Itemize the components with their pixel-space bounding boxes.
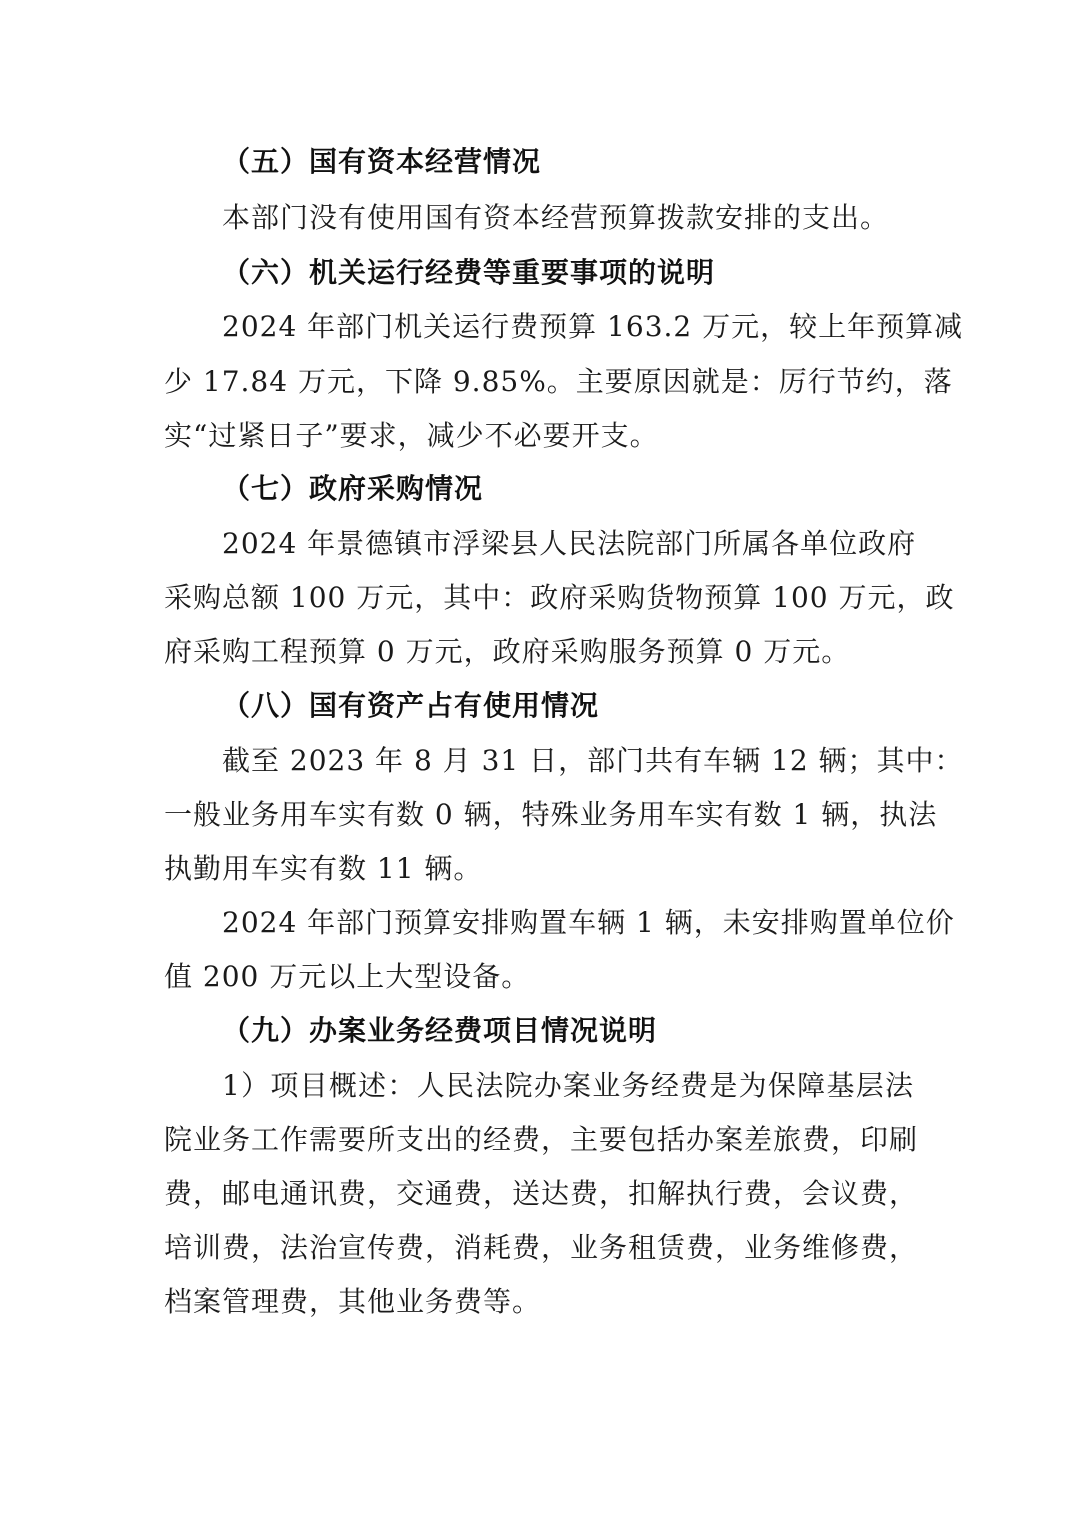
paragraph-line: 本部门没有使用国有资本经营预算拨款安排的支出。	[222, 201, 890, 234]
paragraph-line: 2024 年景德镇市浮梁县人民法院部门所属各单位政府	[222, 527, 917, 560]
paragraph-line: 2024 年部门机关运行费预算 163.2 万元，较上年预算减	[222, 310, 964, 343]
paragraph-line: 府采购工程预算 0 万元，政府采购服务预算 0 万元。	[164, 635, 851, 668]
paragraph-line: 值 200 万元以上大型设备。	[164, 960, 531, 993]
paragraph-line: 少 17.84 万元，下降 9.85%。主要原因就是：厉行节约，落	[164, 365, 953, 398]
section-heading-8: （八）国有资产占有使用情况	[222, 689, 600, 722]
section-heading-6: （六）机关运行经费等重要事项的说明	[222, 256, 716, 289]
section-heading-7: （七）政府采购情况	[222, 472, 484, 505]
paragraph-line: 院业务工作需要所支出的经费，主要包括办案差旅费，印刷	[164, 1123, 919, 1156]
paragraph-line: 执勤用车实有数 11 辆。	[164, 852, 483, 885]
paragraph-line: 截至 2023 年 8 月 31 日，部门共有车辆 12 辆；其中：	[222, 744, 964, 777]
paragraph-line: 2024 年部门预算安排购置车辆 1 辆，未安排购置单位价	[222, 906, 955, 939]
paragraph-line: 档案管理费，其他业务费等。	[164, 1285, 542, 1318]
section-heading-5: （五）国有资本经营情况	[222, 145, 542, 178]
section-heading-9: （九）办案业务经费项目情况说明	[222, 1014, 658, 1047]
paragraph-line: 采购总额 100 万元，其中：政府采购货物预算 100 万元，政	[164, 581, 955, 614]
paragraph-line: 费，邮电通讯费，交通费，送达费，扣解执行费，会议费，	[164, 1177, 919, 1210]
paragraph-line: 1）项目概述：人民法院办案业务经费是为保障基层法	[222, 1069, 914, 1102]
paragraph-line: 培训费，法治宣传费，消耗费，业务租赁费，业务维修费，	[164, 1231, 919, 1264]
paragraph-line: 一般业务用车实有数 0 辆，特殊业务用车实有数 1 辆，执法	[164, 798, 938, 831]
paragraph-line: 实“过紧日子”要求，减少不必要开支。	[164, 419, 659, 452]
